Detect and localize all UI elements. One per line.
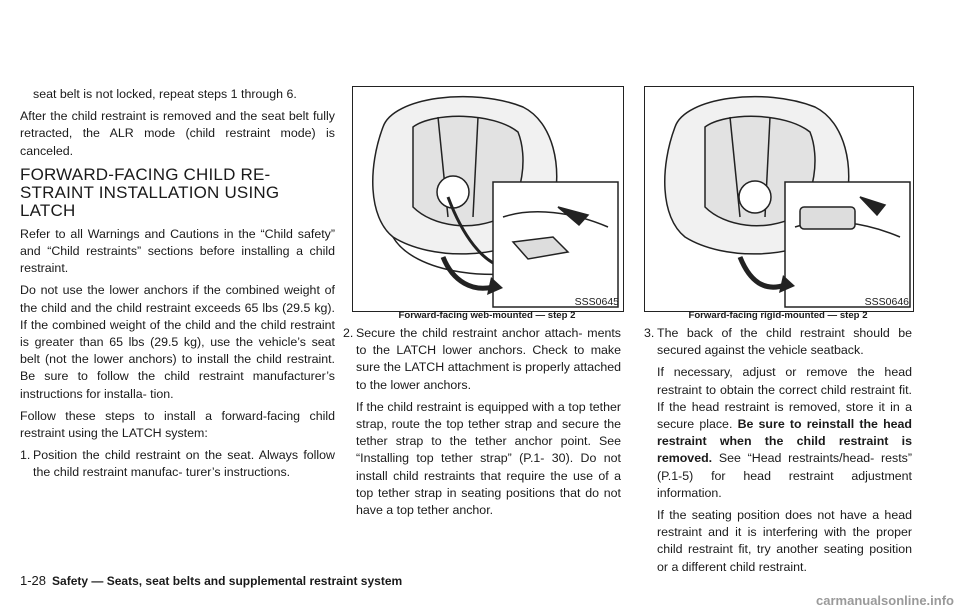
child-seat-illustration-rigid — [645, 87, 913, 311]
paragraph-alr-canceled: After the child restraint is removed and the seat belt fully retracted, the ALR mode (child restraint mode) is canceled. — [20, 109, 335, 158]
head-restraint-text: If necessary, adjust or remove the head restraint to obtain the correct child restraint fit. If the head restraint is removed, store it in a secure place. — [657, 365, 912, 432]
step-3-head-restraint — [644, 364, 912, 502]
figure-code: SSS0645 — [574, 296, 619, 308]
step-3-no-head-restraint: If the seating position does not have a head restraint and it is interfering with the proper child restraint fit, try another seating position or a different child restraint. — [657, 508, 912, 574]
step-1-number: 1. — [20, 448, 31, 463]
column-2 — [343, 325, 621, 524]
child-seat-illustration-web — [353, 87, 623, 311]
paragraph-refer-warnings: Refer to all Warnings and Cautions in the “Child safety” and “Child restraints” sections before installing a child restraint. — [20, 226, 335, 276]
step-1-text: Position the child restraint on the seat. Always follow the child restraint manufac- turer’s instructions. — [33, 448, 335, 480]
section-title: Safety — Seats, seat belts and supplemental restraint system — [52, 574, 403, 588]
step-3-number: 3. — [644, 326, 655, 340]
section-heading: FORWARD-FACING CHILD RE- STRAINT INSTALLATION USING LATCH — [20, 164, 280, 220]
page-footer — [20, 573, 402, 588]
column-3 — [644, 325, 912, 581]
step-1 — [20, 447, 335, 481]
step-2 — [343, 325, 621, 394]
page-number: 1-28 — [20, 573, 47, 588]
watermark: carmanualsonline.info — [816, 593, 954, 608]
step-2-tether: If the child restraint is equipped with a top tether strap, route the top tether strap and secure the tether strap to the tether anchor point. See “Installing top tether strap” (P.1- 30). Do not install child restraints that require the use of a top tether strap in seating positions that do not have a top tether anchor. — [356, 399, 621, 518]
figure-rigid-mounted — [644, 86, 914, 312]
head-restraint-reference: See “Head restraints/head- rests” (P.1-5) for head restraint adjustment information. — [657, 451, 912, 500]
column-1 — [20, 86, 335, 487]
step-3 — [644, 325, 912, 359]
paragraph-weight-limit: Do not use the lower anchors if the combined weight of the child and the child restraint exceeds 65 lbs (29.5 kg). If the combined weight of the child and the child restraint is greater than 65 lbs (29.5 kg), use the vehicle’s seat belt (not the lower anchors) to install the child restraint. Be sure to follow the child restraint manufacturer’s instructions for installa- tion. — [20, 283, 335, 401]
figure-web-mounted — [352, 86, 624, 312]
paragraph-continued-step: seat belt is not locked, repeat steps 1 through 6. — [33, 87, 297, 101]
head-restraint-warning: Be sure to reinstall the head restraint when the child restraint is removed. — [657, 417, 912, 466]
step-3-text: The back of the child restraint should be secured against the vehicle seatback. — [657, 326, 912, 358]
paragraph-follow-steps: Follow these steps to install a forward-facing child restraint using the LATCH system: — [20, 408, 335, 441]
step-2-number: 2. — [343, 326, 354, 340]
figure-code: SSS0646 — [864, 296, 909, 308]
figure-caption-web: Forward-facing web-mounted — step 2 — [398, 310, 576, 321]
step-2-text: Secure the child restraint anchor attach- ments to the LATCH lower anchors. Check to make sure the LATCH attachment is properly attached to the lower anchors. — [356, 326, 621, 392]
figure-caption-rigid: Forward-facing rigid-mounted — step 2 — [688, 310, 868, 321]
